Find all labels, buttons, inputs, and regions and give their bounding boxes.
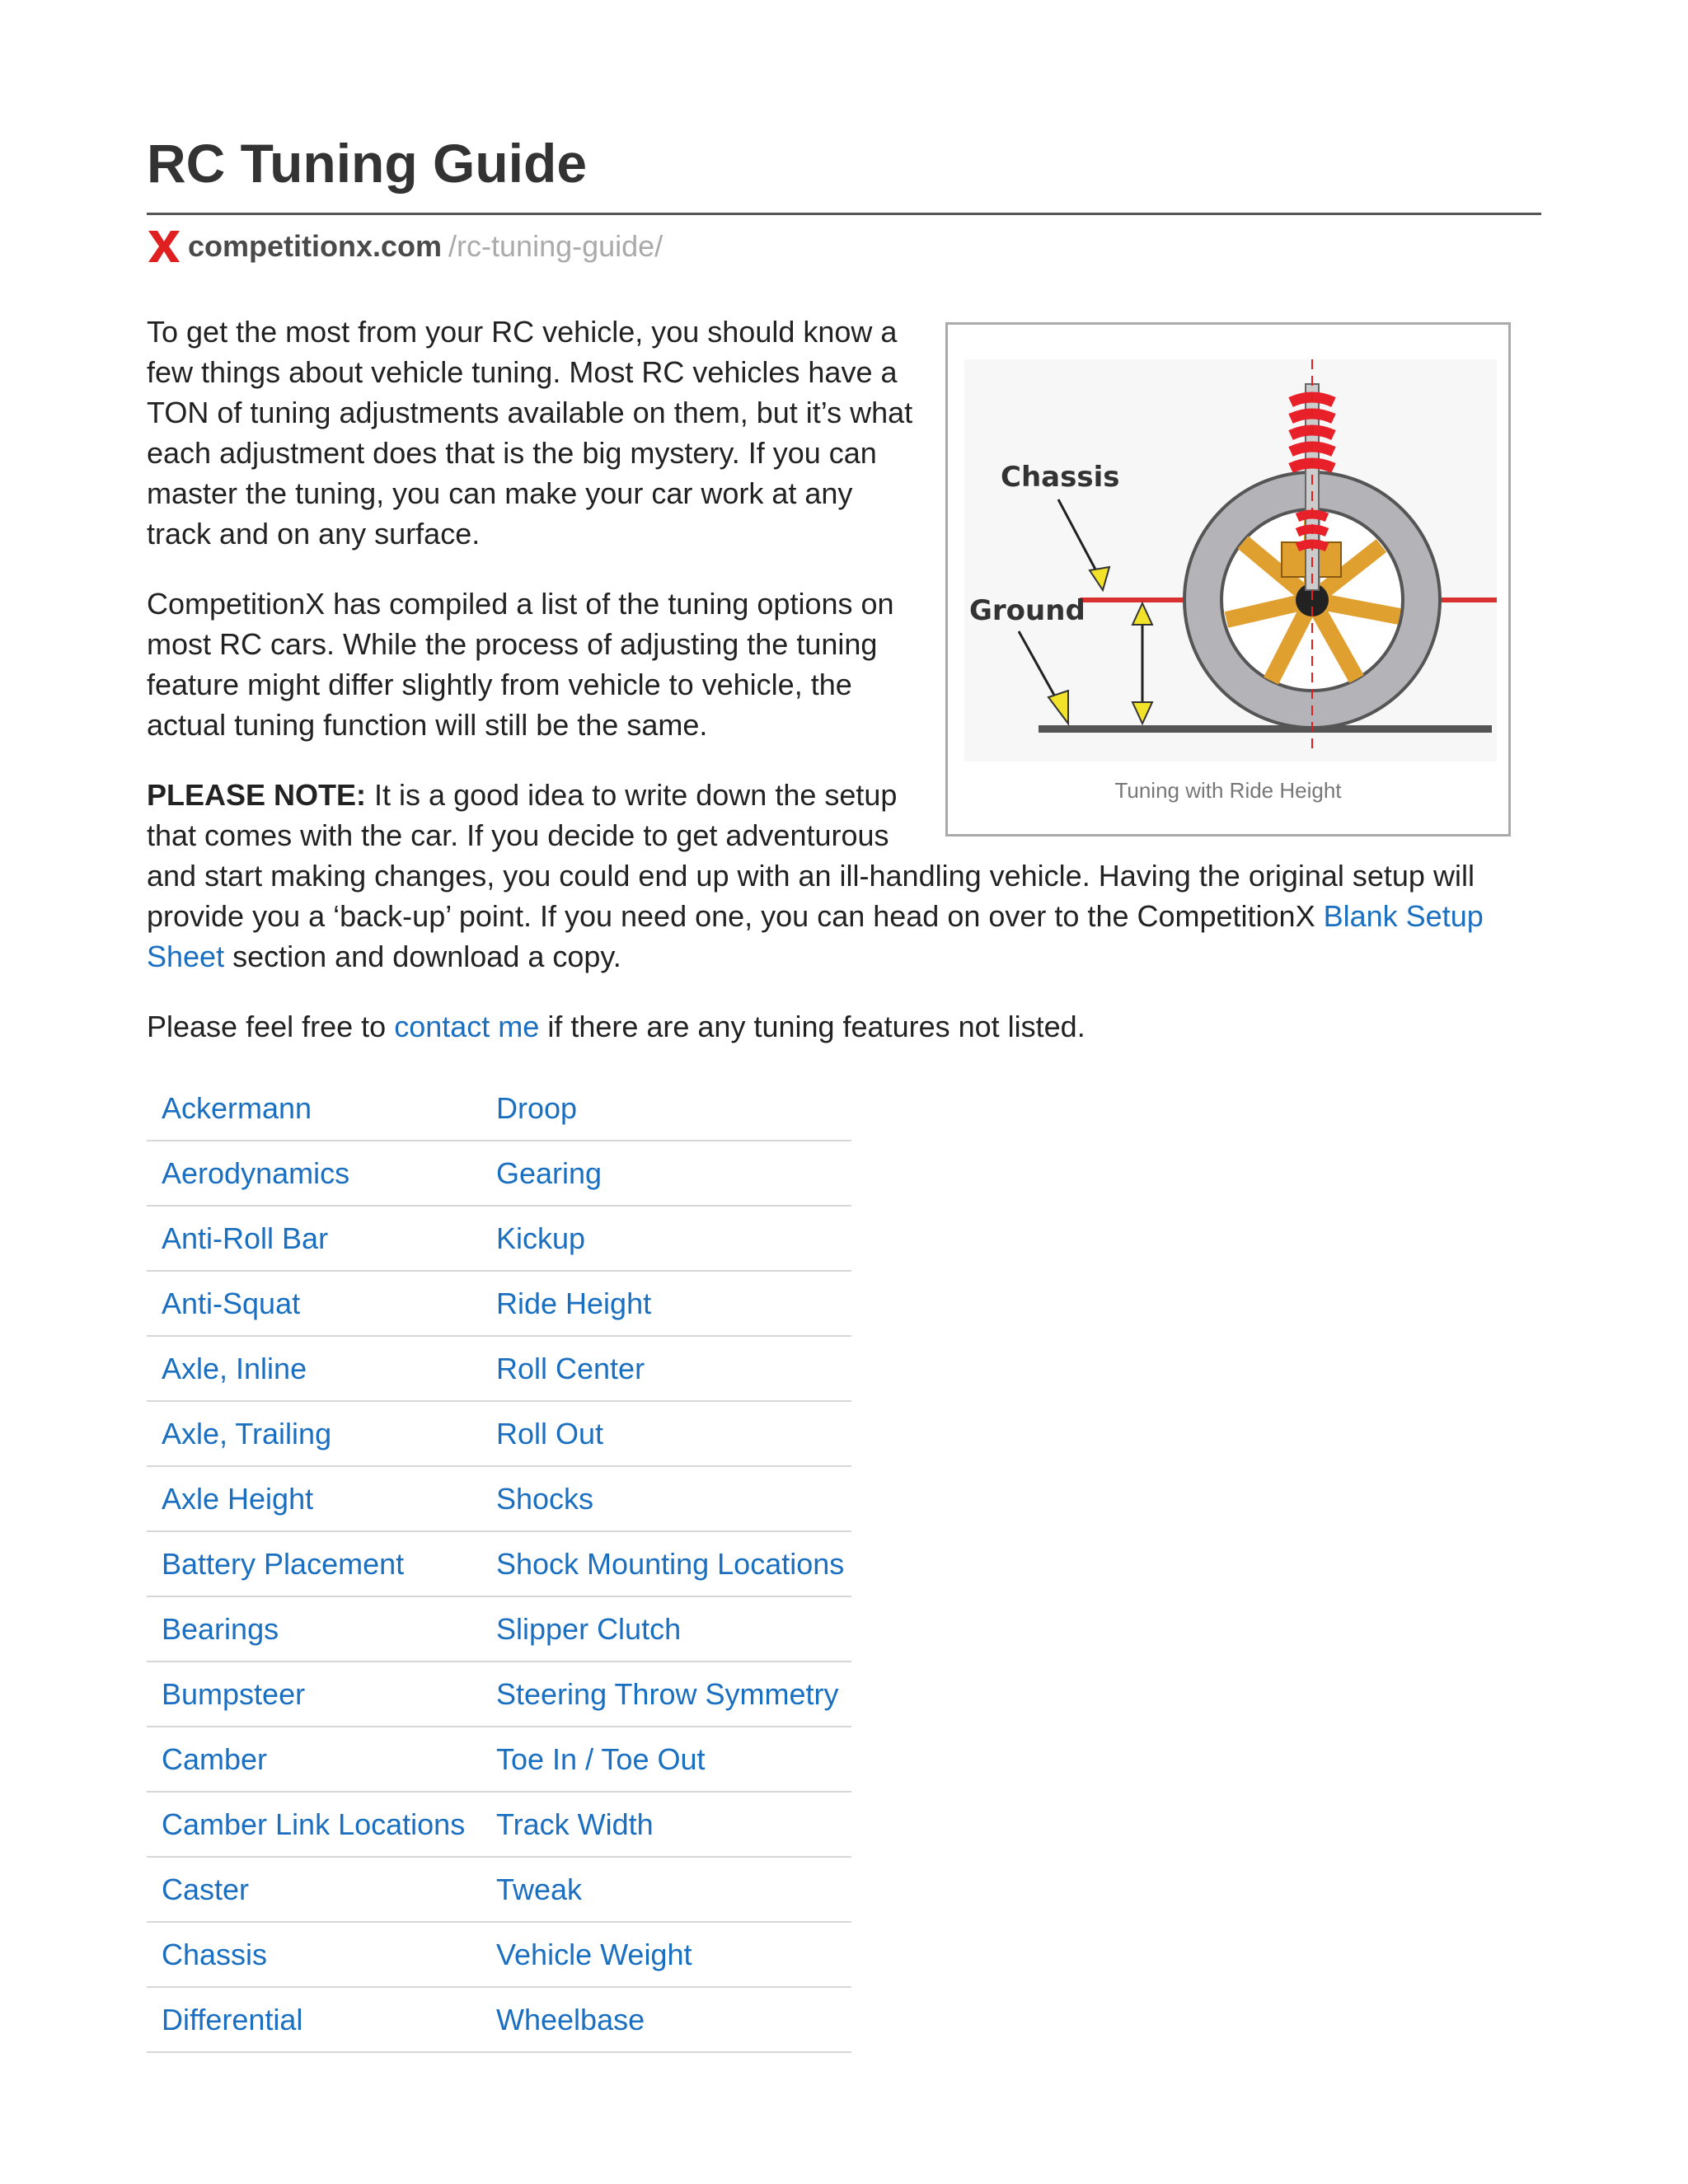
contact-me-link[interactable]: contact me bbox=[394, 1010, 540, 1043]
tuning-link[interactable]: Differential bbox=[147, 1987, 481, 2052]
table-row bbox=[147, 1922, 851, 1987]
tuning-link[interactable]: Shock Mounting Locations bbox=[481, 1531, 851, 1596]
figure-caption: Tuning with Ride Height bbox=[1114, 778, 1342, 803]
tuning-link[interactable]: Track Width bbox=[481, 1792, 851, 1857]
tuning-features-table bbox=[147, 1076, 851, 2053]
tuning-link[interactable]: Roll Center bbox=[481, 1336, 851, 1401]
chassis-label: Chassis bbox=[1001, 461, 1120, 494]
tuning-link[interactable]: Camber Link Locations bbox=[147, 1792, 481, 1857]
contact-text-after: if there are any tuning features not listed. bbox=[547, 1010, 1085, 1043]
tuning-link[interactable]: Wheelbase bbox=[481, 1987, 851, 2052]
table-row bbox=[147, 1271, 851, 1336]
tuning-link[interactable]: Toe In / Toe Out bbox=[481, 1727, 851, 1792]
table-row bbox=[147, 1596, 851, 1661]
article-body bbox=[147, 312, 1541, 1076]
table-row bbox=[147, 1206, 851, 1271]
ride-height-diagram bbox=[964, 359, 1497, 762]
tuning-link[interactable]: Battery Placement bbox=[147, 1531, 481, 1596]
intro-paragraph: To get the most from your RC vehicle, you should know a few things about vehicle tuning. Most RC vehicles have a TON of tuning adjustments available on them, but it’s what each adjustment does that is the big mystery. If you can master the tuning, you can make your car work at any track and on any surface. bbox=[147, 315, 913, 551]
tuning-link[interactable]: Slipper Clutch bbox=[481, 1596, 851, 1661]
please-note-text: It is a good idea to write down the setup that comes with the car. If you decide to get adventurous and start making changes, you could end up with an ill-handling vehicle. Having the original setup will provide you a ‘back-up’ point. If you need one, you can head on over to the CompetitionX bbox=[147, 778, 1475, 933]
tuning-link[interactable]: Droop bbox=[481, 1076, 851, 1141]
blank-setup-sheet-link[interactable]: Blank Setup Sheet bbox=[147, 899, 1484, 973]
tuning-link[interactable]: Caster bbox=[147, 1857, 481, 1922]
tuning-link[interactable]: Bearings bbox=[147, 1596, 481, 1661]
source-line bbox=[147, 227, 663, 265]
table-row bbox=[147, 1401, 851, 1466]
tuning-link[interactable]: Axle Height bbox=[147, 1466, 481, 1531]
table-row bbox=[147, 1727, 851, 1792]
ground-label: Ground bbox=[969, 594, 1085, 627]
tuning-link[interactable]: Camber bbox=[147, 1727, 481, 1792]
tuning-link[interactable]: Shocks bbox=[481, 1466, 851, 1531]
source-domain[interactable]: competitionx.com bbox=[188, 229, 443, 263]
competitionx-logo-icon bbox=[147, 229, 181, 264]
table-row bbox=[147, 1531, 851, 1596]
tuning-link[interactable]: Vehicle Weight bbox=[481, 1922, 851, 1987]
tuning-link[interactable]: Kickup bbox=[481, 1206, 851, 1271]
contact-text-before: Please feel free to bbox=[147, 1010, 387, 1043]
table-row bbox=[147, 1141, 851, 1206]
tuning-link[interactable]: Chassis bbox=[147, 1922, 481, 1987]
please-note-label: PLEASE NOTE: bbox=[147, 778, 367, 812]
page-title: RC Tuning Guide bbox=[147, 133, 588, 194]
tuning-link[interactable]: Roll Out bbox=[481, 1401, 851, 1466]
ride-height-figure bbox=[945, 322, 1511, 837]
please-note-tail: section and download a copy. bbox=[232, 940, 621, 973]
table-row bbox=[147, 1661, 851, 1727]
tuning-link[interactable]: Ackermann bbox=[147, 1076, 481, 1141]
ground-line bbox=[1039, 725, 1492, 733]
tuning-link[interactable]: Gearing bbox=[481, 1141, 851, 1206]
tuning-link[interactable]: Bumpsteer bbox=[147, 1661, 481, 1727]
contact-paragraph bbox=[147, 1006, 1541, 1047]
tuning-link[interactable]: Axle, Inline bbox=[147, 1336, 481, 1401]
title-divider bbox=[147, 213, 1541, 215]
tuning-link[interactable]: Tweak bbox=[481, 1857, 851, 1922]
tuning-link[interactable]: Anti-Roll Bar bbox=[147, 1206, 481, 1271]
table-row bbox=[147, 1987, 851, 2052]
tuning-link[interactable]: Axle, Trailing bbox=[147, 1401, 481, 1466]
tuning-link[interactable]: Aerodynamics bbox=[147, 1141, 481, 1206]
compiled-list-paragraph: CompetitionX has compiled a list of the tuning options on most RC cars. While the process of adjusting the tuning feature might differ slightly from vehicle to vehicle, the actual tuning function will still be the same. bbox=[147, 587, 894, 742]
tuning-link[interactable]: Ride Height bbox=[481, 1271, 851, 1336]
table-row bbox=[147, 1076, 851, 1141]
tuning-link[interactable]: Steering Throw Symmetry bbox=[481, 1661, 851, 1727]
table-row bbox=[147, 1792, 851, 1857]
table-row bbox=[147, 1336, 851, 1401]
table-row bbox=[147, 1466, 851, 1531]
table-row bbox=[147, 1857, 851, 1922]
source-path[interactable]: /rc-tuning-guide/ bbox=[448, 229, 663, 263]
tuning-link[interactable]: Anti-Squat bbox=[147, 1271, 481, 1336]
